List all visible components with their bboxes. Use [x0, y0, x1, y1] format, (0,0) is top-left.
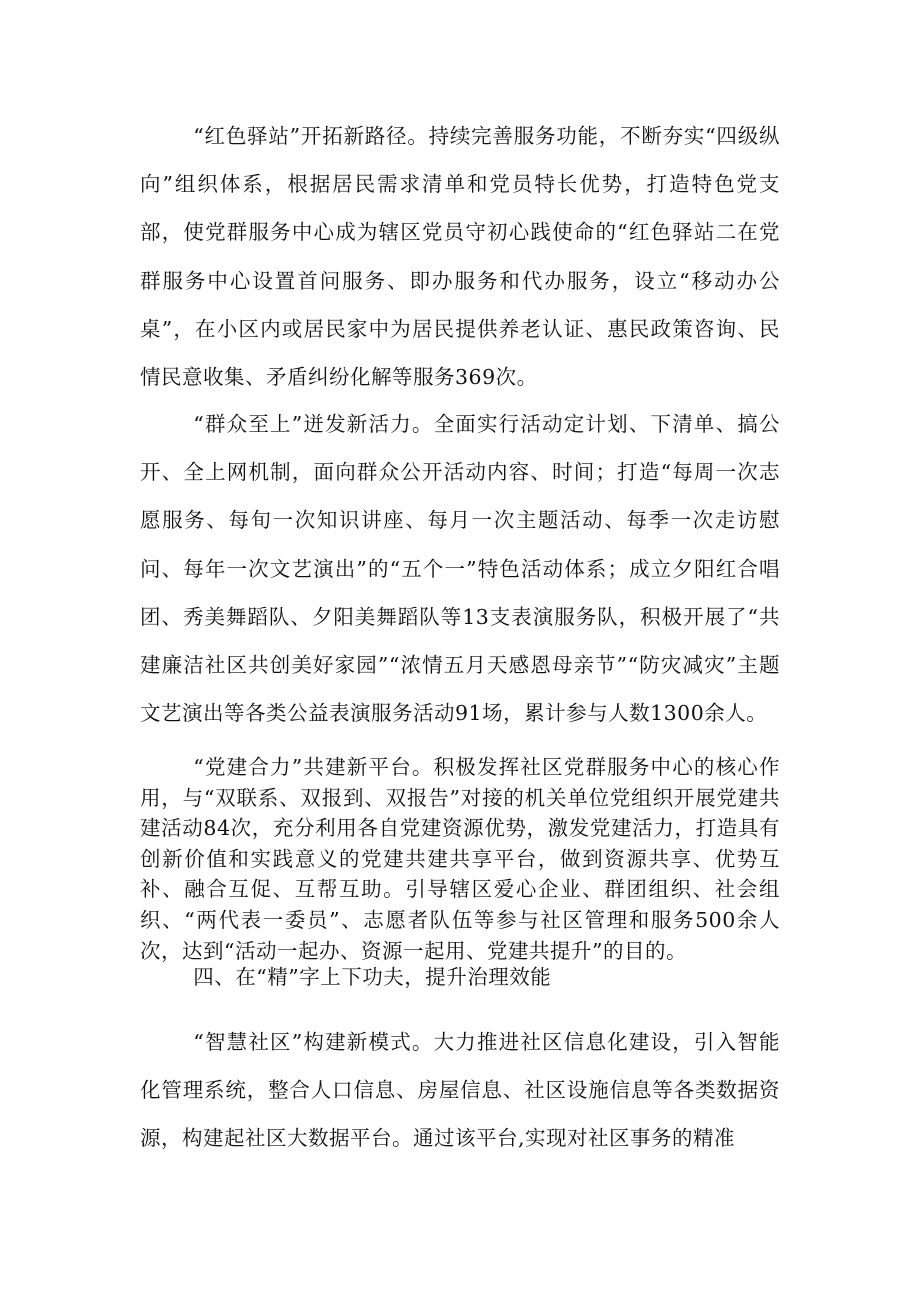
- paragraph-party-building: “党建合力”共建新平台。积极发挥社区党群服务中心的核心作用，与“双联系、双报到、双报告”对接的机关单位党组织开展党建共建活动84次，充分利用各自党建资源优势，激发党建活力，打造具有创新价值和实践意义的党建共建共享平台，做到资源共享、优势互补、融合互促、互帮互助。引导辖区爱心企业、群团组织、社会组织、“两代表一委员”、志愿者队伍等参与社区管理和服务500余人次，达到“活动一起办、资源一起用、党建共提升”的目的。: [140, 755, 780, 963]
- paragraph-masses-first: “群众至上”迸发新活力。全面实行活动定计划、下清单、搞公开、全上网机制，面向群众公开活动内容、时间；打造“每周一次志愿服务、每旬一次知识讲座、每月一次主题活动、每季一次走访慰问、每年一次文艺演出”的“五个一”特色活动体系；成立夕阳红合唱团、秀美舞蹈队、夕阳美舞蹈队等13支表演服务队，积极开展了“共建廉洁社区共创美好家园”“浓情五月天感恩母亲节”“防灾减灾”主题文艺演出等各类公益表演服务活动91场，累计参与人数1300余人。: [140, 412, 780, 726]
- paragraph-red-station: “红色驿站”开拓新路径。持续完善服务功能，不断夯实“四级纵向”组织体系，根据居民需求清单和党员特长优势，打造特色党支部，使党群服务中心成为辖区党员守初心践使命的“红色驿站二在党群服务中心设置首问服务、即办服务和代办服务，设立“移动办公桌”，在小区内或居民家中为居民提供养老认证、惠民政策咨询、民情民意收集、矛盾纠纷化解等服务369次。: [140, 124, 780, 390]
- section-heading: 四、在“精”字上下功夫，提升治理效能: [193, 965, 552, 989]
- paragraph-smart-community: “智慧社区”构建新模式。大力推进社区信息化建设，引入智能化管理系统，整合人口信息、房屋信息、社区设施信息等各类数据资源，构建起社区大数据平台。通过该平台,实现对社区事务的精准: [140, 1030, 780, 1151]
